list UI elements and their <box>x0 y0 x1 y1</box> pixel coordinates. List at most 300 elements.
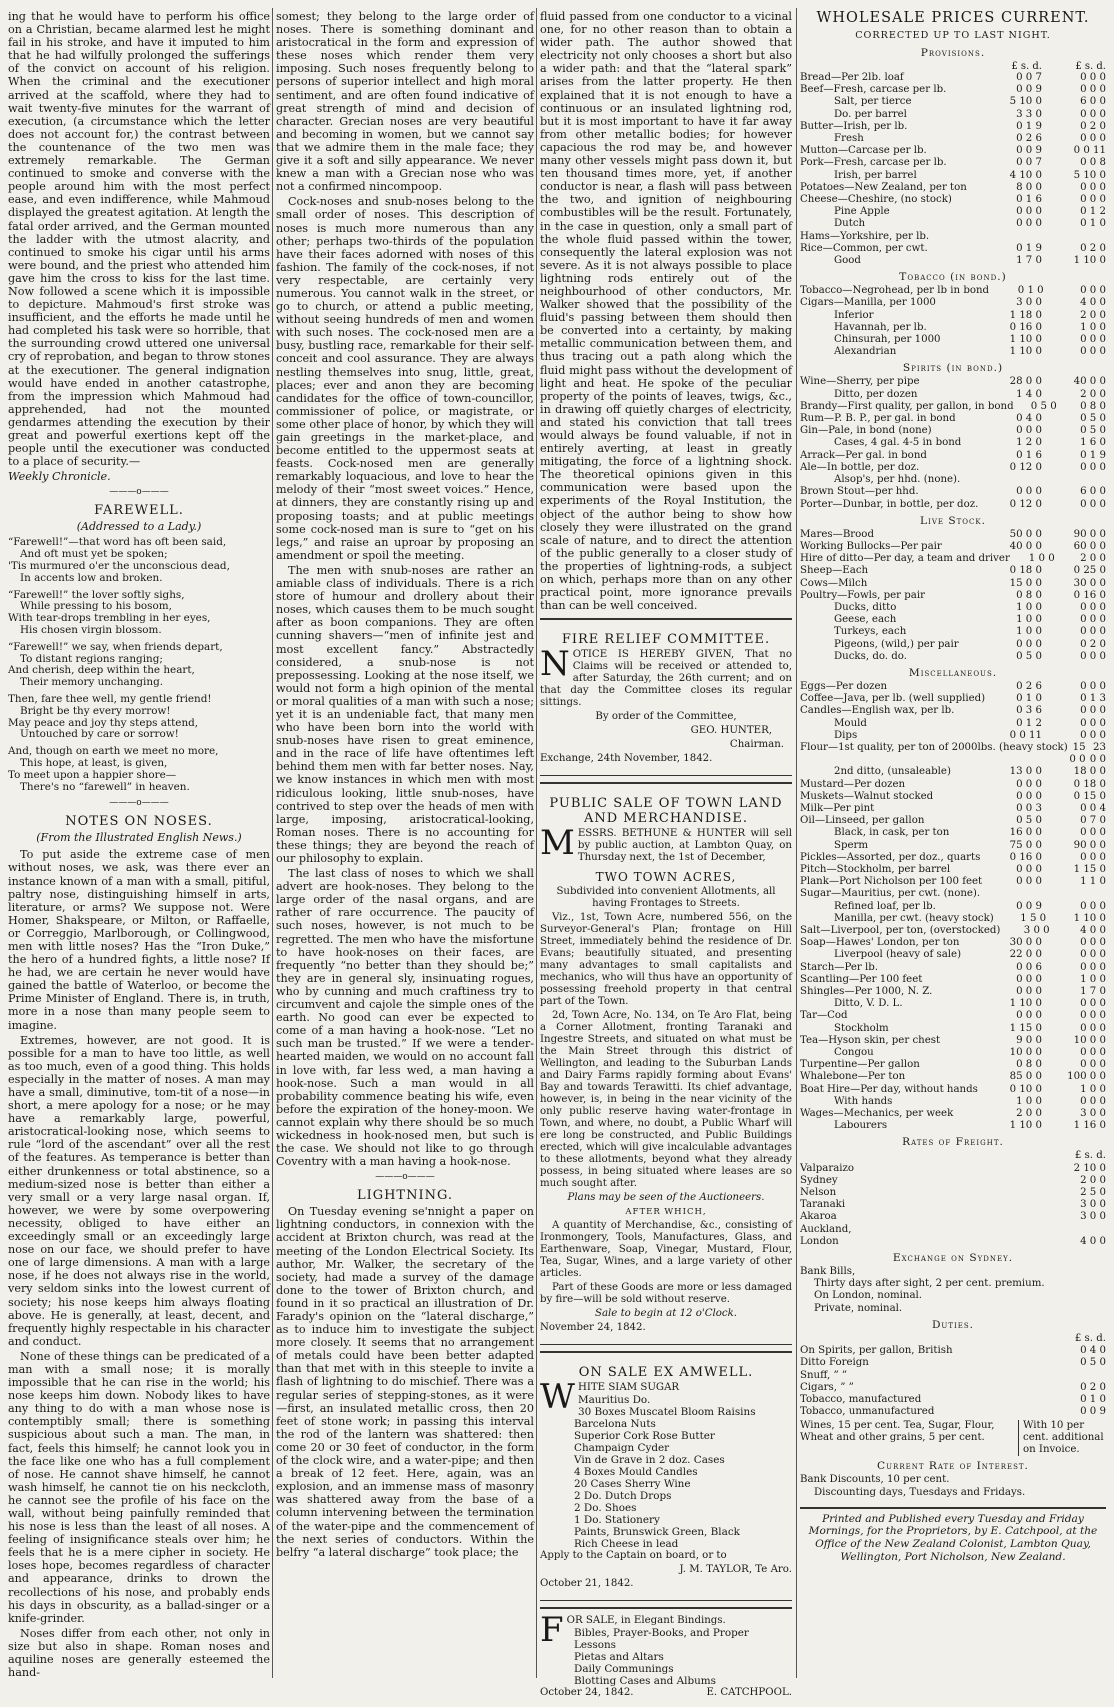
miscellaneous-row <box>800 1035 1106 1047</box>
drop-cap: M <box>540 823 575 864</box>
column-rule <box>796 8 797 1678</box>
price-high: 0 0 0 <box>1080 949 1106 961</box>
poem-stanza <box>8 537 270 584</box>
fire-relief-title: FIRE RELIEF COMMITTEE. <box>561 632 771 648</box>
price-item-label: Turpentine—Per gallon <box>800 1059 920 1071</box>
amwell-title: ON SALE EX AMWELL. <box>578 1365 754 1381</box>
price-low: 3 0 0 <box>1023 925 1050 936</box>
freight-row <box>800 1224 1106 1236</box>
price-low: 0 0 0 <box>1016 206 1042 218</box>
miscellaneous-row <box>800 998 1106 1010</box>
price-high: 1 15 0 <box>1073 863 1106 875</box>
exchange-line: Thirty days after sight, 2 per cent. premium. <box>814 1278 1045 1290</box>
amwell-item: Mauritius Do. <box>577 1394 651 1407</box>
after-which: AFTER WHICH, <box>625 1207 707 1218</box>
poem-stanza <box>8 694 270 741</box>
price-item-label: Do. per barrel <box>834 108 907 120</box>
price-high: 60 0 0 <box>1073 540 1106 552</box>
price-high: 1 7 0 <box>1080 986 1106 998</box>
provisions-row <box>800 157 1106 169</box>
price-high: 0 0 0 <box>1080 650 1106 662</box>
price-high: 1 10 0 <box>1073 255 1106 267</box>
spirits-row <box>800 401 1106 413</box>
amwell-item: HITE SIAM SUGAR <box>577 1382 680 1394</box>
rate-value: 0 2 0 <box>1080 1381 1106 1393</box>
price-item-label: Pork—Fresh, carcase per lb. <box>800 157 947 169</box>
poem-line: “Farewell!” we say, when friends depart, <box>8 640 223 653</box>
miscellaneous-row <box>800 864 1106 876</box>
rate-label: Tobacco, manufactured <box>800 1393 922 1405</box>
price-high: 30 0 0 <box>1073 577 1106 589</box>
poem-line: This hope, at least, is given, <box>20 756 168 769</box>
provisions-heading: Provisions. <box>920 47 986 59</box>
miscellaneous-row <box>800 1010 1106 1022</box>
noses-paragraph: The last class of noses to which we shall advert are hook-noses. They belong to the large order of the nasal organs, and are rather of rare occurrence. The paucity of such noses, however, is not much to be regretted. The men who have the misfortune to have hook-noses on their faces, are frequently “no better than they should be;” they are in general sly, insinuating rogues, who by cunning and much craftiness try to circumvent and cajole the simple ones of the earth. No good can ever be expected to come of a man having a hook-nose. “Let no such man be trusted.” If we were a tender-hearted maiden, we would on no account fall in love with, far less wed, a man having a hook-nose. Such a man would in all probability commence beating his wife, even before the expiration of the honey-moon. We cannot explain why there should be so much wickedness in hook-nosed men, but such is the case. We should not like to go through Coventry with a man having a hook-nose. <box>276 867 534 1169</box>
provisions-row <box>800 133 1106 145</box>
price-low <box>986 474 1042 486</box>
price-low: 0 1 6 <box>1016 194 1042 206</box>
amwell-item: 4 Boxes Mould Candles <box>574 1466 698 1479</box>
tobacco-heading: Tobacco (in bond.) <box>899 271 1007 284</box>
price-low: 5 10 0 <box>1009 96 1042 108</box>
price-item-label: Ducks, ditto <box>834 601 897 613</box>
price-high: 1 16 0 <box>1073 1120 1106 1132</box>
provisions-row <box>800 243 1106 255</box>
price-low: 0 5 0 <box>1030 400 1057 412</box>
price-high: 6 0 0 <box>1080 96 1106 108</box>
drop-cap: W <box>540 1377 575 1418</box>
price-item-label: Hams—Yorkshire, per lb. <box>800 230 930 242</box>
price-low: 0 0 0 <box>1016 973 1042 985</box>
price-item-label: Tar—Cod <box>800 1010 848 1022</box>
price-item-label: Brandy—First quality, per gallon, in bond <box>800 400 1014 412</box>
price-item-label: Rum—P. B. P., per gal. in bond <box>800 413 956 425</box>
price-item-label: Stockholm <box>834 1022 889 1034</box>
price-high: 4 0 0 <box>1080 925 1106 936</box>
amwell-item: 2 Do. Dutch Drops <box>574 1490 672 1503</box>
exchange-line: Bank Bills, <box>800 1266 856 1278</box>
price-high: 0 0 0 <box>1080 680 1106 692</box>
price-item-label: Mutton—Carcase per lb. <box>800 145 927 157</box>
price-item-label: Alsop's, per hhd. (none). <box>834 474 961 486</box>
price-item-label: Muskets—Walnut stocked <box>800 790 934 802</box>
sale-date: November 24, 1842. <box>540 1322 646 1334</box>
price-low: 22 0 0 <box>1009 949 1042 961</box>
price-item-label: Eggs—Per dozen <box>800 680 888 692</box>
duties-row <box>800 1394 1106 1406</box>
price-item-label: Wine—Sherry, per pipe <box>800 376 920 388</box>
price-item-label: Chinsurah, per 1000 <box>834 334 941 346</box>
execution-article-source: Weekly Chronicle. <box>8 470 111 484</box>
price-item-label: Sheep—Each <box>800 565 869 577</box>
amwell-item: Champaign Cyder <box>574 1442 670 1455</box>
price-high: 0 5 0 <box>1080 425 1106 437</box>
price-low: 0 1 2 <box>1016 717 1042 729</box>
price-item-label: Plank—Port Nicholson per 100 feet <box>800 876 983 888</box>
miscellaneous-row <box>800 1023 1106 1035</box>
price-high: 0 0 0 <box>1080 1095 1106 1107</box>
lot-2-description: 2d, Town Acre, No. 134, on Te Aro Flat, being a Corner Allotment, fronting Taranaki and Ingestre Streets, and situated on what must be the Main Street through this district of Wellington, and leading to the Suburban Lands and Dairy Farms rapidly forming about Evans' Bay and towards Terawitti. Its chief advantage, however, is, in being in the near vicinity of the only public reserve having water-frontage in Town, and where, no doubt, a Public Wharf will ere long be constructed, and Public Buildings erected, which will give incalculable advantages to these allotments, beyond what they already possess, in being situated where leases are so much sought after. <box>540 1010 792 1190</box>
price-item-label: Candles—English wax, per lb. <box>800 705 955 717</box>
price-high: 18 0 0 <box>1073 766 1106 778</box>
interest-line: Bank Discounts, 10 per cent. <box>800 1474 950 1486</box>
exchange-list <box>800 1266 1106 1315</box>
price-item-label: 2nd ditto, (unsaleable) <box>834 766 951 778</box>
price-low: 0 0 0 <box>1016 486 1042 498</box>
price-low: 1 4 0 <box>1016 388 1042 400</box>
price-low: 3 0 0 <box>1016 297 1042 309</box>
price-low: 1 10 0 <box>1009 998 1042 1010</box>
price-high: 0 1 3 <box>1080 693 1106 705</box>
amwell-item: 2 Do. Shoes <box>574 1502 637 1515</box>
spirits-row <box>800 413 1106 425</box>
price-item-label: Gin—Pale, in bond (none) <box>800 425 932 437</box>
price-high: 0 0 0 <box>1080 937 1106 949</box>
price-item-label: Turkeys, each <box>834 626 907 638</box>
noses-title: NOTES ON NOSES. <box>65 814 213 830</box>
price-item-label: Milk—Per pint <box>800 802 875 814</box>
price-low: 0 0 11 <box>1009 729 1042 741</box>
noses-paragraph: somest; they belong to the large order of noses. There is something dominant and aristocratical in the form and expression of these noses which render them very imposing. Such noses frequently belong to persons of superior intellect and high moral sentiment, and are often found indicative of great strength of mind and decision of character. Grecian noses are very beautiful and becoming in women, but we cannot say that we admire them in the male face; they give it a soft and silly appearance. We never knew a man with a Grecian nose who was not a confirmed nincompoop. <box>276 10 534 194</box>
rate-label: Cigars, ” ” <box>800 1381 854 1393</box>
poem-line: “Farewell!” the lover softly sighs, <box>8 588 185 601</box>
live-stock-row <box>800 602 1106 614</box>
price-high: 0 1 9 <box>1080 449 1106 461</box>
miscellaneous-row <box>800 888 1106 900</box>
lightning-paragraph: On Tuesday evening se'nnight a paper on lightning conductors, in connexion with the accident at Brixton church, was read at the meeting of the London Electrical Society. Its author, Mr. Walker, the secretary of the society, had made a survey of the damage done to the tower of Brixton church, and found in it so practical an illustration of Dr. Farady's opinion on the “lateral discharge,” as to induce him to investigate the subject more closely. It seems that no arrangement of metals could have been better adapted than that met with in this steeple to invite a flash of lightning to do mischief. There was a regular series of stepping-stones, as it were—first, an insulated metallic cross, then 20 feet of stone work; in passing this interval the rod of the lantern was shattered: then come 20 or 30 feet of conductor, in the form of the clock wire, and a water-pipe; and then a break of 12 feet. Here, again, was an explosion, and an immense mass of masonry was shattered away from the base of a column intervening between the termination of the water-pipe and the commencement of the next series of conductors. Within the belfry “a lateral discharge” took place; the <box>276 1205 534 1559</box>
price-low: 75 0 0 <box>1009 839 1042 851</box>
fire-relief-notice <box>540 618 792 776</box>
price-high: 0 0 0 <box>1080 601 1106 613</box>
spirits-row <box>800 376 1106 388</box>
price-item-label: Brown Stout—per hhd. <box>800 486 919 498</box>
miscellaneous-row <box>800 1084 1106 1096</box>
amwell-item: Paints, Brunswick Green, Black <box>574 1526 740 1539</box>
price-item-label: Wages—Mechanics, per week <box>800 1108 954 1120</box>
miscellaneous-row <box>800 1059 1106 1071</box>
poem-line: Bright be thy every morrow! <box>20 704 171 717</box>
price-high: 3 0 0 <box>1080 1108 1106 1120</box>
live-stock-row <box>800 614 1106 626</box>
price-low: 0 16 0 <box>1009 321 1042 333</box>
price-low: 0 12 0 <box>1009 498 1042 510</box>
miscellaneous-row <box>800 1047 1106 1059</box>
price-high: 4 0 0 <box>1080 297 1106 309</box>
live-stock-row <box>800 529 1106 541</box>
provisions-row <box>800 145 1106 157</box>
duties-notes <box>800 1420 1106 1456</box>
price-high: 0 8 0 <box>1080 400 1106 412</box>
price-low: 15 0 0 <box>1069 741 1086 766</box>
price-low: 40 0 0 <box>1009 540 1042 552</box>
price-item-label: With hands <box>834 1095 893 1107</box>
provisions-row <box>800 109 1106 121</box>
poem-line: 'Tis murmured o'er the unconscious dead, <box>8 559 230 572</box>
miscellaneous-row <box>800 1120 1106 1132</box>
provisions-row <box>800 121 1106 133</box>
interest-heading: Current Rate of Interest. <box>877 1460 1029 1473</box>
amwell-item-list <box>540 1377 792 1551</box>
poem-line: His chosen virgin blossom. <box>20 623 162 636</box>
plans-note: Plans may be seen of the Auctioneers. <box>567 1192 765 1204</box>
price-low: 1 18 0 <box>1009 309 1042 321</box>
price-high <box>1042 474 1106 486</box>
rate-value: 0 1 0 <box>1080 1393 1106 1405</box>
live-stock-row <box>800 553 1106 565</box>
rate-value: 2 10 0 <box>1073 1162 1106 1174</box>
price-low: 85 0 0 <box>1009 1071 1042 1083</box>
freight-row <box>800 1175 1106 1187</box>
live-stock-row <box>800 590 1106 602</box>
miscellaneous-row <box>800 974 1106 986</box>
miscellaneous-row <box>800 779 1106 791</box>
price-item-label: Arrack—Per gal. in bond <box>800 449 927 461</box>
poem-line: “Farewell!”—that word has oft been said, <box>8 536 227 549</box>
rate-label: On Spirits, per gallon, British <box>800 1345 953 1357</box>
rate-value <box>1046 1224 1106 1236</box>
poem-line: To distant regions ranging; <box>20 652 163 665</box>
miscellaneous-row <box>800 815 1106 827</box>
merchandise-description: A quantity of Merchandise, &c., consisting of Ironmongery, Tools, Manufactures, Glass, and Earthenware, Soap, Vinegar, Mustard, Flour, Tea, Sugar, Wines, and a large variety of other articles. <box>540 1220 792 1280</box>
section-divider: ———o——— <box>109 487 169 498</box>
noses-source: (From the Illustrated English News.) <box>36 831 242 845</box>
price-high: 0 0 11 <box>1073 145 1106 157</box>
poem-line: While pressing to his bosom, <box>20 600 172 613</box>
price-low: 0 0 9 <box>1016 900 1042 912</box>
two-town-acres-heading: TWO TOWN ACRES, <box>595 870 737 885</box>
poem-line: Their memory unchanging. <box>20 676 164 689</box>
price-item-label: Congou <box>834 1047 874 1059</box>
miscellaneous-row <box>800 852 1106 864</box>
miscellaneous-row <box>800 803 1106 815</box>
price-low: 0 1 9 <box>1016 120 1042 132</box>
poem-line: In accents low and broken. <box>20 571 163 584</box>
price-item-label: Potatoes—New Zealand, per ton <box>800 181 967 193</box>
fire-relief-role: Chairman. <box>729 739 784 751</box>
price-low: 0 0 9 <box>1016 145 1042 157</box>
price-high: 0 2 0 <box>1080 638 1106 650</box>
price-high: 0 0 0 <box>1080 133 1106 145</box>
imprint: Printed and Published every Tuesday and Friday Mornings, for the Proprietors, by E. Catchpool, at the Office of the New Zealand Colonist, Lambton Quay, Wellington, Port Nicholson, New Zealand. <box>800 1507 1106 1563</box>
rate-label: Taranaki <box>800 1199 846 1211</box>
miscellaneous-row <box>800 840 1106 852</box>
provisions-row <box>800 96 1106 108</box>
live-stock-row <box>800 651 1106 663</box>
price-high: 1 10 0 <box>1073 912 1106 924</box>
price-high: 1 0 0 <box>1080 1083 1106 1095</box>
price-high: 2 0 0 <box>1080 388 1106 400</box>
price-item-label: Inferior <box>834 309 874 321</box>
tobacco-table <box>800 285 1106 358</box>
miscellaneous-row <box>800 937 1106 949</box>
price-high: 2 0 0 <box>1080 553 1106 565</box>
price-item-label: Irish, per barrel <box>834 169 917 181</box>
live-stock-row <box>800 578 1106 590</box>
freight-heading: Rates of Freight. <box>902 1136 1004 1149</box>
price-low: 15 0 0 <box>1009 577 1042 589</box>
miscellaneous-row <box>800 1096 1106 1108</box>
price-high: 90 0 0 <box>1073 528 1106 540</box>
price-low <box>986 888 1042 900</box>
fire-relief-order: By order of the Committee, <box>595 711 737 723</box>
price-low: 0 2 6 <box>1016 133 1042 145</box>
price-high: 0 0 0 <box>1080 72 1106 83</box>
price-item-label: Havannah, per lb. <box>834 321 927 333</box>
damaged-goods-note: Part of these Goods are more or less damaged by fire—will be sold without reserve. <box>540 1282 792 1306</box>
freight-row <box>800 1236 1106 1248</box>
freight-row <box>800 1163 1106 1175</box>
farewell-poem <box>8 537 270 793</box>
spirits-row <box>800 486 1106 498</box>
price-item-label: Black, in cask, per ton <box>834 827 950 839</box>
price-low: 0 1 9 <box>1016 242 1042 254</box>
price-item-label: Cheese—Cheshire, (no stock) <box>800 194 952 206</box>
price-high: 5 10 0 <box>1073 169 1106 181</box>
price-high: 0 0 0 <box>1080 181 1106 193</box>
rate-label: Tobacco, unmanufactured <box>800 1406 935 1418</box>
public-sale-title: PUBLIC SALE OF TOWN LAND AND MERCHANDISE. <box>549 796 783 827</box>
price-item-label: Flour—1st quality, per ton of 2000lbs. (heavy stock) <box>800 741 1068 753</box>
rate-value: 0 5 0 <box>1080 1357 1106 1369</box>
spirits-row <box>800 474 1106 486</box>
freight-row <box>800 1187 1106 1199</box>
sale-start-time: Sale to begin at 12 o'Clock. <box>594 1308 738 1320</box>
spirits-row <box>800 389 1106 401</box>
miscellaneous-row <box>800 742 1106 766</box>
books-seller: E. CATCHPOOL. <box>706 1687 792 1699</box>
miscellaneous-row <box>800 1108 1106 1120</box>
rate-value: 2 0 0 <box>1080 1174 1106 1186</box>
price-item-label: Tobacco—Negrohead, per lb in bond <box>800 285 990 297</box>
duties-row <box>800 1406 1106 1418</box>
price-item-label: Scantling—Per 100 feet <box>800 973 923 985</box>
provisions-row <box>800 206 1106 218</box>
price-low: 1 15 0 <box>1009 1022 1042 1034</box>
column-1 <box>8 10 270 1680</box>
tobacco-row <box>800 310 1106 322</box>
column-3 <box>540 10 792 1699</box>
price-low: 1 2 0 <box>1016 437 1042 449</box>
spirits-row <box>800 499 1106 511</box>
price-item-label: Fresh <box>834 133 864 145</box>
books-item: Blotting Cases and Albums <box>574 1675 716 1688</box>
rate-label: Auckland, <box>800 1223 852 1235</box>
price-item-label: Whalebone—Per ton <box>800 1071 906 1083</box>
price-item-label: Pickles—Assorted, per doz., quarts <box>800 851 981 863</box>
rate-label: Akaroa <box>800 1211 837 1223</box>
duties-heading: Duties. <box>931 1318 975 1331</box>
price-high: 100 0 0 <box>1067 1071 1106 1083</box>
price-item-label: Geese, each <box>834 614 897 626</box>
farewell-title: FAREWELL. <box>94 503 184 519</box>
rate-value: 4 0 0 <box>1080 1235 1106 1247</box>
miscellaneous-row <box>800 925 1106 937</box>
exchange-heading: Exchange on Sydney. <box>892 1252 1014 1265</box>
provisions-table <box>800 72 1106 267</box>
price-low: 0 0 7 <box>1016 72 1042 83</box>
amwell-apply: Apply to the Captain on board, or to <box>540 1550 727 1562</box>
price-low: 2 0 0 <box>1016 1108 1042 1120</box>
price-item-label: Coffee—Java, per lb. (well supplied) <box>800 693 986 705</box>
miscellaneous-row <box>800 705 1106 717</box>
amwell-item: 30 Boxes Muscatel Bloom Raisins <box>577 1406 756 1419</box>
price-item-label: Manilla, per cwt. (heavy stock) <box>834 912 994 924</box>
price-high <box>1042 231 1106 243</box>
price-high: 0 2 0 <box>1080 242 1106 254</box>
freight-row <box>800 1211 1106 1223</box>
price-low: 30 0 0 <box>1009 937 1042 949</box>
price-low: 3 3 0 <box>1016 108 1042 120</box>
spirits-table <box>800 376 1106 510</box>
farewell-subtitle: (Addressed to a Lady.) <box>76 520 202 534</box>
price-low: 28 0 0 <box>1009 376 1042 388</box>
price-low: 0 1 0 <box>1017 285 1044 297</box>
price-high: 0 15 0 <box>1073 790 1106 802</box>
noses-paragraph: None of these things can be predicated of a man with a small nose; it is morally impossible that he can rise in the world; his nose keeps him down. Nobody likes to have any thing to do with a man whose nose is contemptibly small; there is something suspicious about such a man. The man, in fact, feels this himself; he cannot look you in the face like one who has a full complement of nose. He cannot shave himself, he cannot wash himself, he cannot tie on his neckcloth, he cannot see the profile of his face on the wall, without being painfully reminded that his nose is less than the least of all noses. A feeling of insignificance steals over him; he feels that he is a mere cipher in society. He loses hope, becomes regardless of character and appearance, drinks to drown the recollections of his nose, and probably ends his days in obscurity, as a ballad-singer or a knife-grinder. <box>8 1349 270 1625</box>
live-stock-row <box>800 639 1106 651</box>
price-low: 0 0 0 <box>1016 863 1042 875</box>
price-low: 16 0 0 <box>1009 827 1042 839</box>
duties-invoice-note: With 10 per cent. additional on Invoice. <box>1018 1420 1106 1456</box>
price-high: 0 7 0 <box>1080 815 1106 827</box>
miscellaneous-row <box>800 693 1106 705</box>
miscellaneous-row <box>800 986 1106 998</box>
provisions-row <box>800 84 1106 96</box>
price-item-label: Tea—Hyson skin, per chest <box>800 1034 941 1046</box>
price-low: 1 7 0 <box>1016 255 1042 267</box>
books-date: October 24, 1842. <box>540 1687 634 1699</box>
price-high: 0 2 0 <box>1080 120 1106 132</box>
miscellaneous-heading: Miscellaneous. <box>908 666 998 679</box>
price-item-label: Salt, per tierce <box>834 96 912 108</box>
books-item: Daily Communings <box>574 1663 674 1676</box>
section-divider: ———o——— <box>375 1172 435 1183</box>
duties-row <box>800 1382 1106 1394</box>
poem-line: Then, fare thee well, my gentle friend! <box>8 692 212 705</box>
amwell-item: Rich Cheese in lead <box>574 1538 679 1551</box>
poem-line: There's no “farewell” in heaven. <box>20 780 190 793</box>
price-high: 0 5 0 <box>1080 413 1106 425</box>
price-high: 0 18 0 <box>1073 778 1106 790</box>
tobacco-row <box>800 285 1106 297</box>
amwell-item: 1 Do. Stationery <box>574 1514 660 1527</box>
lightning-title: LIGHTNING. <box>356 1188 454 1204</box>
price-low: 1 10 0 <box>1009 334 1042 346</box>
miscellaneous-row <box>800 901 1106 913</box>
poem-line: And oft must yet be spoken; <box>20 548 168 561</box>
price-low: 0 3 6 <box>1016 705 1042 717</box>
price-item-label: Mould <box>834 717 867 729</box>
rate-value: 0 4 0 <box>1080 1345 1106 1357</box>
price-item-label: Butter—Irish, per lb. <box>800 120 908 132</box>
noses-paragraph: Noses differ from each other, not only in size but also in shape. Roman noses and aquiline noses are generally esteemed the hand- <box>8 1626 270 1680</box>
provisions-row <box>800 194 1106 206</box>
price-item-label: Poultry—Fowls, per pair <box>800 589 926 601</box>
miscellaneous-row <box>800 730 1106 742</box>
books-item: Bibles, Prayer-Books, and Proper Lessons <box>574 1627 749 1652</box>
amwell-date: October 21, 1842. <box>540 1578 634 1590</box>
live-stock-table <box>800 529 1106 663</box>
price-low: 1 0 0 <box>1016 601 1042 613</box>
freight-currency-header: £ s. d. <box>1074 1150 1106 1162</box>
price-item-label: Shingles—Per 1000, N. Z. <box>800 986 933 998</box>
spirits-row <box>800 450 1106 462</box>
rate-value: 0 0 9 <box>1080 1406 1106 1418</box>
price-low: 0 8 0 <box>1016 589 1042 601</box>
price-high: 0 0 8 <box>1080 157 1106 169</box>
live-stock-row <box>800 541 1106 553</box>
price-low: 8 0 0 <box>1016 181 1042 193</box>
